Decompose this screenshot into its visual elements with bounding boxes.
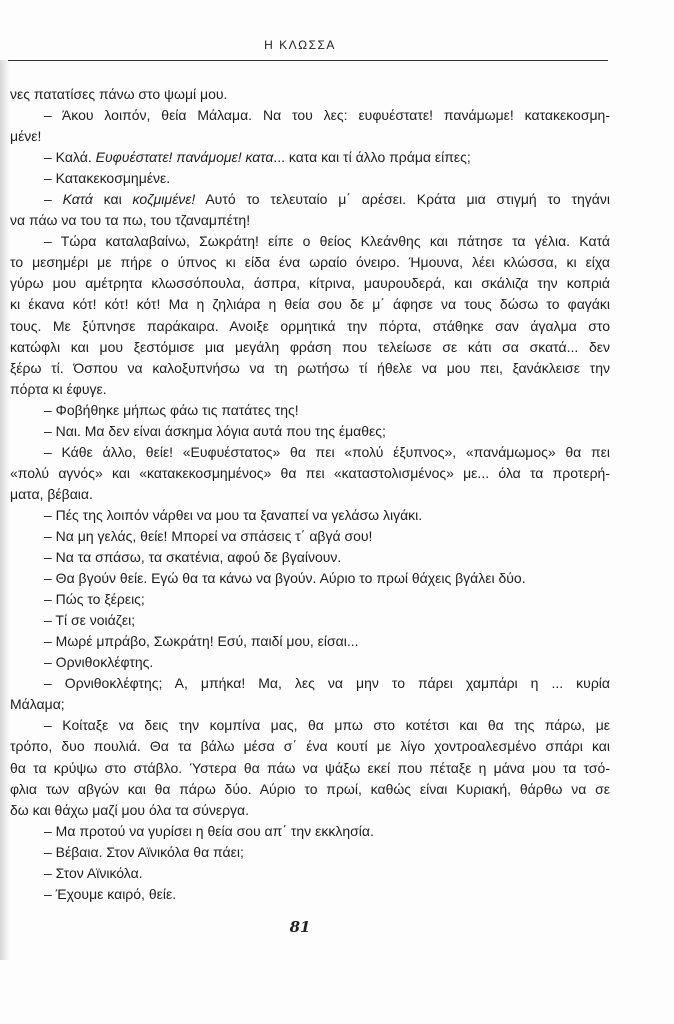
text-segment: – Μωρέ μπράβο, Σωκράτη! Εσύ, παιδί μου, είσαι... — [44, 633, 359, 650]
text-line — [10, 842, 610, 863]
header-rule — [8, 60, 608, 61]
text-line — [10, 337, 610, 358]
text-segment: – Ορνιθοκλέφτης. — [44, 654, 154, 671]
text-segment: – Θα βγούν θείε. Εγώ θα τα κάνω να βγούν. Αύριο το πρωί θάχεις βγάλει δύο. — [44, 570, 526, 587]
text-line — [10, 231, 610, 252]
text-segment: – Τί σε νοιάζει; — [44, 612, 136, 629]
text-line — [10, 168, 610, 189]
text-segment: – Κοίταξε να δεις την κομπίνα μας, θα μπω στο κοτέτσι και θα της πάρω, με — [44, 717, 610, 734]
text-segment: – Να τα σπάσω, τα σκατένια, αφού δε βγαίνουν. — [44, 549, 342, 566]
text-segment: – Πώς το ξέρεις; — [44, 591, 145, 608]
text-line — [10, 316, 610, 337]
text-segment: – Βέβαια. Στον Αϊνικόλα θα πάει; — [44, 843, 244, 860]
text-segment: – Άκου λοιπόν, θεία Μάλαμα. Να του λες: ευφυέστατε! πανάμωμε! κατακεκοσμη- — [44, 107, 610, 124]
text-segment: «πολύ αγνός» και «κατακεκοσμημένος» θα πει «καταστολισμένος» με... όλα τα προτερή- — [10, 464, 610, 481]
text-segment: – Ναι. Μα δεν είναι άσκημα λόγια αυτά που της έμαθες; — [44, 422, 386, 439]
text-segment: μένε! — [10, 128, 42, 145]
text-line — [10, 652, 610, 673]
text-segment: – Φοβήθηκε μήπως φάω τις πατάτες της! — [44, 401, 299, 418]
running-head: Η ΚΛΩΣΣΑ — [264, 38, 336, 52]
text-segment: – Καλά. — [44, 149, 96, 166]
text-line — [10, 463, 610, 484]
text-segment: νες πατατίσες πάνω στο ψωμί μου. — [10, 86, 228, 102]
text-segment: – Κάθε άλλο, θείε! «Ευφυέστατος» θα πει «πολύ έξυπνος», «πανάμωμος» θα πει — [44, 443, 610, 460]
text-line — [10, 821, 610, 842]
text-line — [10, 736, 610, 757]
text-line — [10, 294, 610, 315]
text-segment: και — [92, 191, 133, 208]
text-segment: Αυτό το τελευταίο μ΄ αρέσει. Κράτα μια στιγμή το τηγάνι — [195, 191, 610, 208]
text-line — [10, 126, 610, 147]
text-segment: φλια των αβγών και θα πάρω δύο. Αύριο το πρωί, καθώς είναι Κυριακή, θάρθω να σε — [10, 780, 610, 797]
text-segment: – Έχουμε καιρό, θείε. — [44, 885, 177, 902]
text-segment: να πάω να του τα πω, του τζαναμπέτη! — [10, 212, 251, 229]
text-line — [10, 547, 610, 568]
body-text — [10, 84, 610, 905]
text-line — [10, 505, 610, 526]
text-line — [10, 715, 610, 736]
text-line — [10, 673, 610, 694]
italic-text: Ευφυέστατε! πανάμομε! κατα — [95, 149, 274, 166]
text-line — [10, 379, 610, 400]
page-number: 81 — [289, 918, 311, 936]
text-line — [10, 589, 610, 610]
text-segment: πόρτα κι έφυγε. — [10, 380, 107, 397]
text-segment: ... κατα και τί άλλο πράμα είπες; — [273, 149, 471, 166]
text-segment: κι έκανα κότ! κότ! κότ! Μα η ζηλιάρα η θεία σου δε μ΄ άφησε να τους δώσω το φαγάκι — [10, 296, 610, 313]
text-line — [10, 210, 610, 231]
text-line — [10, 526, 610, 547]
text-segment: – Στον Αϊνικόλα. — [44, 864, 143, 881]
italic-text: Κατά — [62, 191, 93, 208]
text-segment: δω και θάχω μαζί μου όλα τα σύνεργα. — [10, 801, 250, 818]
text-line — [10, 800, 610, 821]
text-line — [10, 568, 610, 589]
gutter-shadow — [0, 60, 10, 960]
text-line — [10, 273, 610, 294]
text-segment: τρόπο, δυο πουλιά. Θα τα βάλω μέσα σ΄ ένα κουτί με λίγο χοντροαλεσμένο σπάρι και — [10, 738, 610, 755]
text-line — [10, 884, 610, 905]
text-line — [10, 631, 610, 652]
italic-text: κοζμιμένε! — [132, 191, 196, 208]
text-segment: τους. Με ξύπνησε παράκαιρα. Ανοιξε ορμητικά την πόρτα, στάθηκε σαν άγαλμα στο — [10, 317, 610, 334]
text-segment: – Να μη γελάς, θείε! Μπορεί να σπάσεις τ΄ αβγά σου! — [44, 527, 373, 544]
text-segment: – Μα προτού να γυρίσει η θεία σου απ΄ την εκκλησία. — [44, 822, 374, 839]
text-line — [10, 442, 610, 463]
text-line — [10, 105, 610, 126]
text-line — [10, 189, 610, 210]
text-segment: θα τα κρύψω στο στάβλο. Ύστερα θα πάω να ψάξω εκεί που πέταξε η μάνα μου τα τσό- — [10, 759, 610, 776]
text-line — [10, 147, 610, 168]
text-line — [10, 252, 610, 273]
text-line — [10, 484, 610, 505]
text-line — [10, 84, 610, 105]
text-segment: – Πές της λοιπόν νάρθει να μου τα ξαναπεί να γελάσω λιγάκι. — [44, 506, 423, 523]
text-segment: κατώφλι και μου ξεστόμισε μια μεγάλη φράση που τελείωσε σε κάτι σα σκατά... δεν — [10, 338, 610, 355]
text-segment: – Τώρα καταλαβαίνω, Σωκράτη! είπε ο θείος Κλεάνθης και πάτησε τα γέλια. Κατά — [44, 233, 610, 250]
text-segment: ξέρω τί. Όσπου να καλοξυπνήσω να τη ρωτήσω τί ήθελε να μου πει, ξανάκλεισε την — [10, 359, 610, 376]
text-line — [10, 758, 610, 779]
text-line — [10, 358, 610, 379]
text-line — [10, 421, 610, 442]
text-segment: – — [44, 191, 63, 208]
text-line — [10, 694, 610, 715]
text-line — [10, 779, 610, 800]
text-segment: το μεσημέρι με πήρε ο ύπνος κι είδα ένα ωραίο όνειρο. Ήμουνα, λέει κλώσσα, κι είχα — [10, 254, 610, 271]
text-line — [10, 400, 610, 421]
text-segment: – Κατακεκοσμημένε. — [44, 170, 171, 187]
text-segment: ματα, βέβαια. — [10, 485, 93, 502]
text-line — [10, 610, 610, 631]
text-line — [10, 863, 610, 884]
text-segment: γύρω μου αμέτρητα κλωσσόπουλα, άσπρα, κίτρινα, μαυρουδερά, και σκάλιζα την κοπριά — [10, 275, 610, 292]
text-segment: – Ορνιθοκλέφτης; Α, μπήκα! Μα, λες να μην το πάρει χαμπάρι η ... κυρία — [44, 675, 610, 692]
text-segment: Μάλαμα; — [10, 696, 65, 713]
